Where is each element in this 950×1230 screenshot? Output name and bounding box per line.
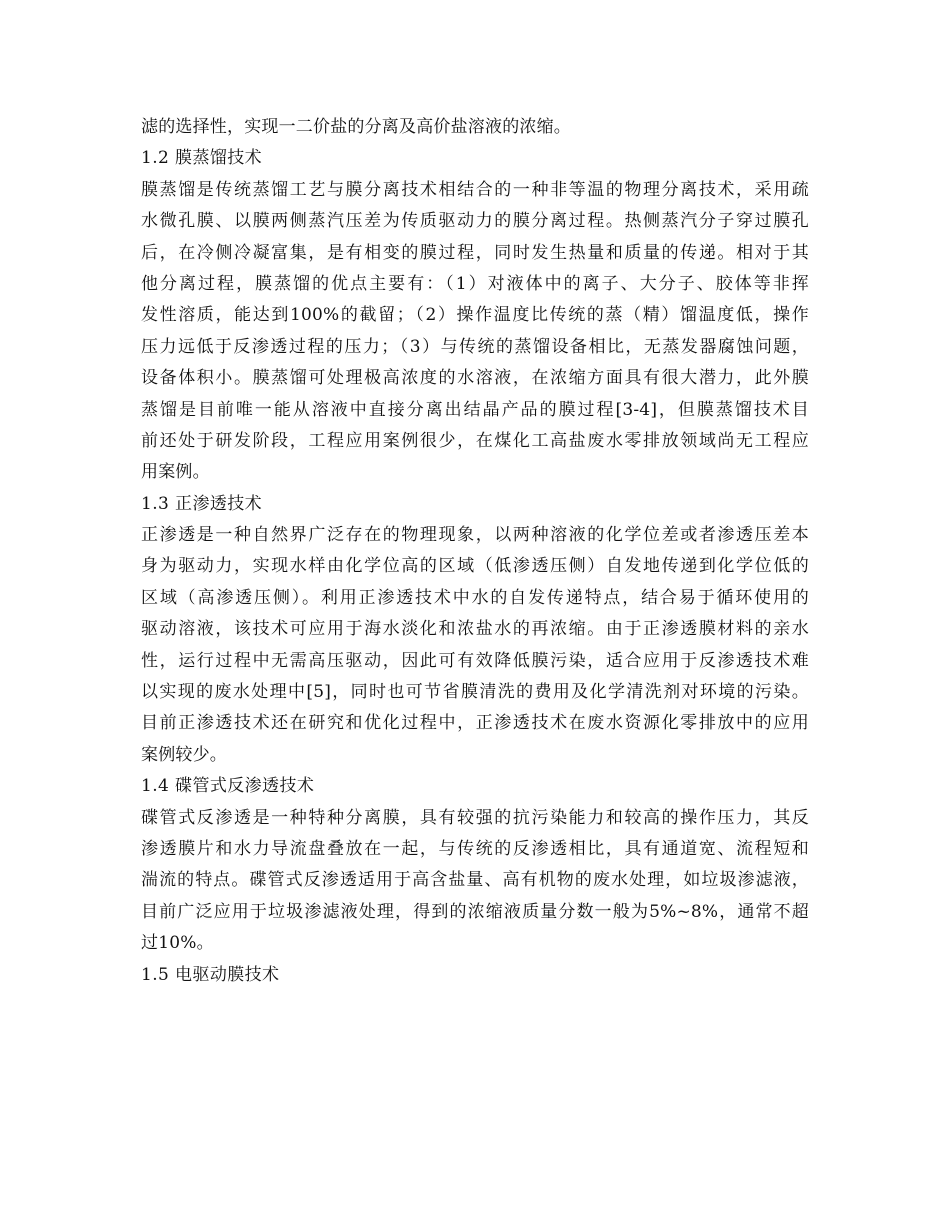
section-heading xyxy=(141,771,809,802)
paragraph xyxy=(141,520,809,771)
paragraph-line: 用案例。 xyxy=(141,462,210,483)
paragraph-line: 过10%。 xyxy=(141,933,214,954)
paragraph-line: 前还处于研发阶段，工程应用案例很少，在煤化工高盐废水零排放领域尚无工程应 xyxy=(141,430,809,451)
paragraph-line: 案例较少。 xyxy=(141,744,227,765)
paragraph-line: 湍流的特点。碟管式反渗透适用于高含盐量、高有机物的废水处理，如垃圾渗滤液， xyxy=(141,870,809,891)
paragraph-line: 他分离过程，膜蒸馏的优点主要有：（1）对液体中的离子、大分子、胶体等非挥 xyxy=(141,273,809,294)
paragraph-line: 驱动溶液，该技术可应用于海水淡化和浓盐水的再浓缩。由于正渗透膜材料的亲水 xyxy=(141,619,809,640)
paragraph-line: 滤的选择性，实现一二价盐的分离及高价盐溶液的浓缩。 xyxy=(141,117,571,137)
paragraph-line: 区域（高渗透压侧）。利用正渗透技术中水的自发传递特点，结合易于循环使用的 xyxy=(141,587,809,608)
paragraph-line: 目前广泛应用于垃圾渗滤液处理，得到的浓缩液质量分数一般为5%~8%，通常不超 xyxy=(141,901,809,922)
paragraph-line: 水微孔膜、以膜两侧蒸汽压差为传质驱动力的膜分离过程。热侧蒸汽分子穿过膜孔 xyxy=(141,211,809,232)
paragraph-line: 膜蒸馏是传统蒸馏工艺与膜分离技术相结合的一种非等温的物理分离技术，采用疏 xyxy=(141,179,809,200)
section-heading xyxy=(141,489,809,520)
document-body xyxy=(141,112,809,991)
paragraph-line: 设备体积小。膜蒸馏可处理极高浓度的水溶液，在浓缩方面具有很大潜力，此外膜 xyxy=(141,368,809,389)
paragraph xyxy=(141,175,809,489)
paragraph-line: 碟管式反渗透是一种特种分离膜，具有较强的抗污染能力和较高的操作压力，其反 xyxy=(141,807,809,828)
section-heading xyxy=(141,960,809,991)
paragraph-line: 以实现的废水处理中[5]，同时也可节省膜清洗的费用及化学清洗剂对环境的污染。 xyxy=(141,682,809,703)
paragraph-line: 蒸馏是目前唯一能从溶液中直接分离出结晶产品的膜过程[3-4]，但膜蒸馏技术目 xyxy=(141,399,809,420)
heading-text: 1.4 碟管式反渗透技术 xyxy=(141,776,315,797)
paragraph-line: 渗透膜片和水力导流盘叠放在一起，与传统的反渗透相比，具有通道宽、流程短和 xyxy=(141,838,809,859)
heading-text: 1.5 电驱动膜技术 xyxy=(141,964,280,985)
paragraph xyxy=(141,803,809,960)
paragraph-line: 发性溶质，能达到100%的截留；（2）操作温度比传统的蒸（精）馏温度低，操作 xyxy=(141,305,809,326)
paragraph-line: 后，在冷侧冷凝富集，是有相变的膜过程，同时发生热量和质量的传递。相对于其 xyxy=(141,242,809,263)
paragraph-line: 正渗透是一种自然界广泛存在的物理现象，以两种溶液的化学位差或者渗透压差本 xyxy=(141,525,809,546)
paragraph-line: 目前正渗透技术还在研究和优化过程中，正渗透技术在废水资源化零排放中的应用 xyxy=(141,713,809,734)
heading-text: 1.3 正渗透技术 xyxy=(141,493,263,514)
paragraph-line: 身为驱动力，实现水样由化学位高的区域（低渗透压侧）自发地传递到化学位低的 xyxy=(141,556,809,577)
paragraph xyxy=(141,112,809,143)
paragraph-line: 性，运行过程中无需高压驱动，因此可有效降低膜污染，适合应用于反渗透技术难 xyxy=(141,650,809,671)
section-heading xyxy=(141,143,809,174)
paragraph-line: 压力远低于反渗透过程的压力；（3）与传统的蒸馏设备相比，无蒸发器腐蚀问题， xyxy=(141,336,809,357)
heading-text: 1.2 膜蒸馏技术 xyxy=(141,148,263,169)
